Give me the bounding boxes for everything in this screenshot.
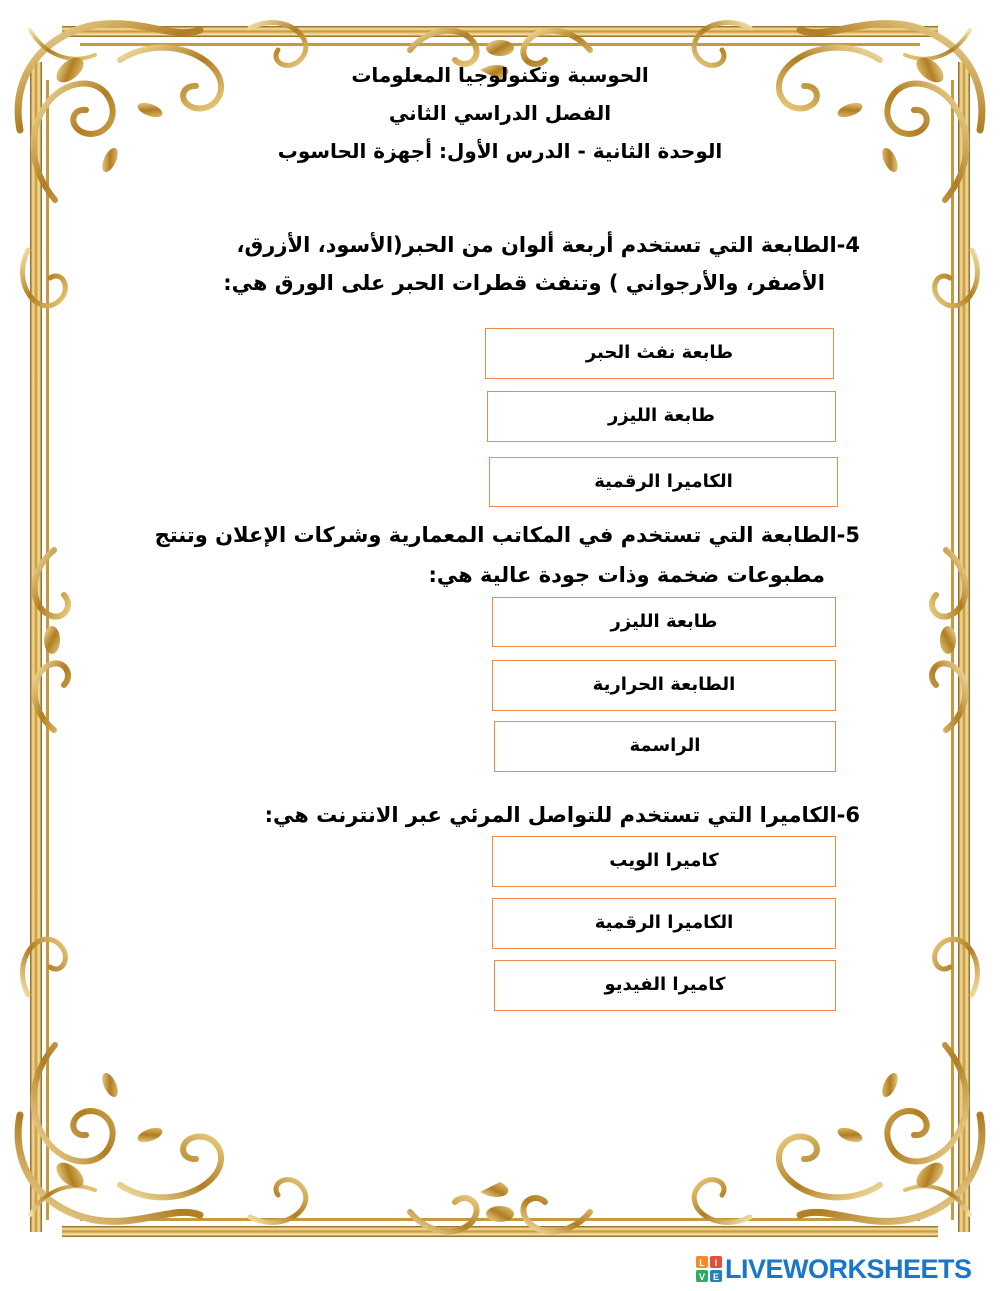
q4-option-laser-printer[interactable]: طابعة الليزر	[487, 391, 836, 442]
q4-option-digital-camera[interactable]: الكاميرا الرقمية	[489, 457, 838, 507]
q5-option-plotter[interactable]: الراسمة	[494, 721, 836, 772]
logo-letter-e: E	[712, 1272, 720, 1282]
liveworksheets-brand	[696, 1252, 972, 1286]
bottom-center-ornament	[410, 1182, 590, 1231]
subject-title: الحوسبة وتكنولوجيا المعلومات	[351, 63, 649, 87]
q6-option-webcam[interactable]: كاميرا الويب	[492, 836, 836, 887]
question-4-line-2: الأصفر، والأرجواني ) وتنفث قطرات الحبر على الورق هي:	[223, 271, 825, 295]
question-5-line-2: مطبوعات ضخمة وذات جودة عالية هي:	[428, 563, 825, 587]
liveworksheets-brand-name: LIVEWORKSHEETS	[725, 1253, 972, 1284]
bottom-border	[62, 1226, 938, 1237]
lesson-title: الوحدة الثانية - الدرس الأول: أجهزة الحاسوب	[277, 139, 723, 163]
q4-option-inkjet-printer[interactable]: طابعة نفث الحبر	[485, 328, 834, 379]
logo-letter-i: I	[714, 1258, 718, 1268]
logo-letter-l: L	[699, 1258, 705, 1268]
question-6-line-1: 6-الكاميرا التي تستخدم للتواصل المرئي عبر الانترنت هي:	[264, 803, 860, 827]
q6-option-digital-camera[interactable]: الكاميرا الرقمية	[492, 898, 836, 949]
corner-ornament-bottom-left	[18, 939, 306, 1222]
liveworksheets-logo-icon	[696, 1256, 722, 1282]
q6-option-video-camera[interactable]: كاميرا الفيديو	[494, 960, 836, 1011]
semester-title: الفصل الدراسي الثاني	[388, 101, 612, 125]
left-border	[30, 62, 42, 1232]
question-4-line-1: 4-الطابعة التي تستخدم أربعة ألوان من الحبر(الأسود، الأزرق،	[236, 233, 860, 257]
right-border	[958, 62, 970, 1232]
q5-option-laser-printer[interactable]: طابعة الليزر	[492, 597, 836, 647]
q5-option-thermal-printer[interactable]: الطابعة الحرارية	[492, 660, 836, 711]
question-5-line-1: 5-الطابعة التي تستخدم في المكاتب المعمارية وشركات الإعلان وتنتج	[154, 523, 860, 547]
logo-letter-v: V	[698, 1272, 706, 1282]
